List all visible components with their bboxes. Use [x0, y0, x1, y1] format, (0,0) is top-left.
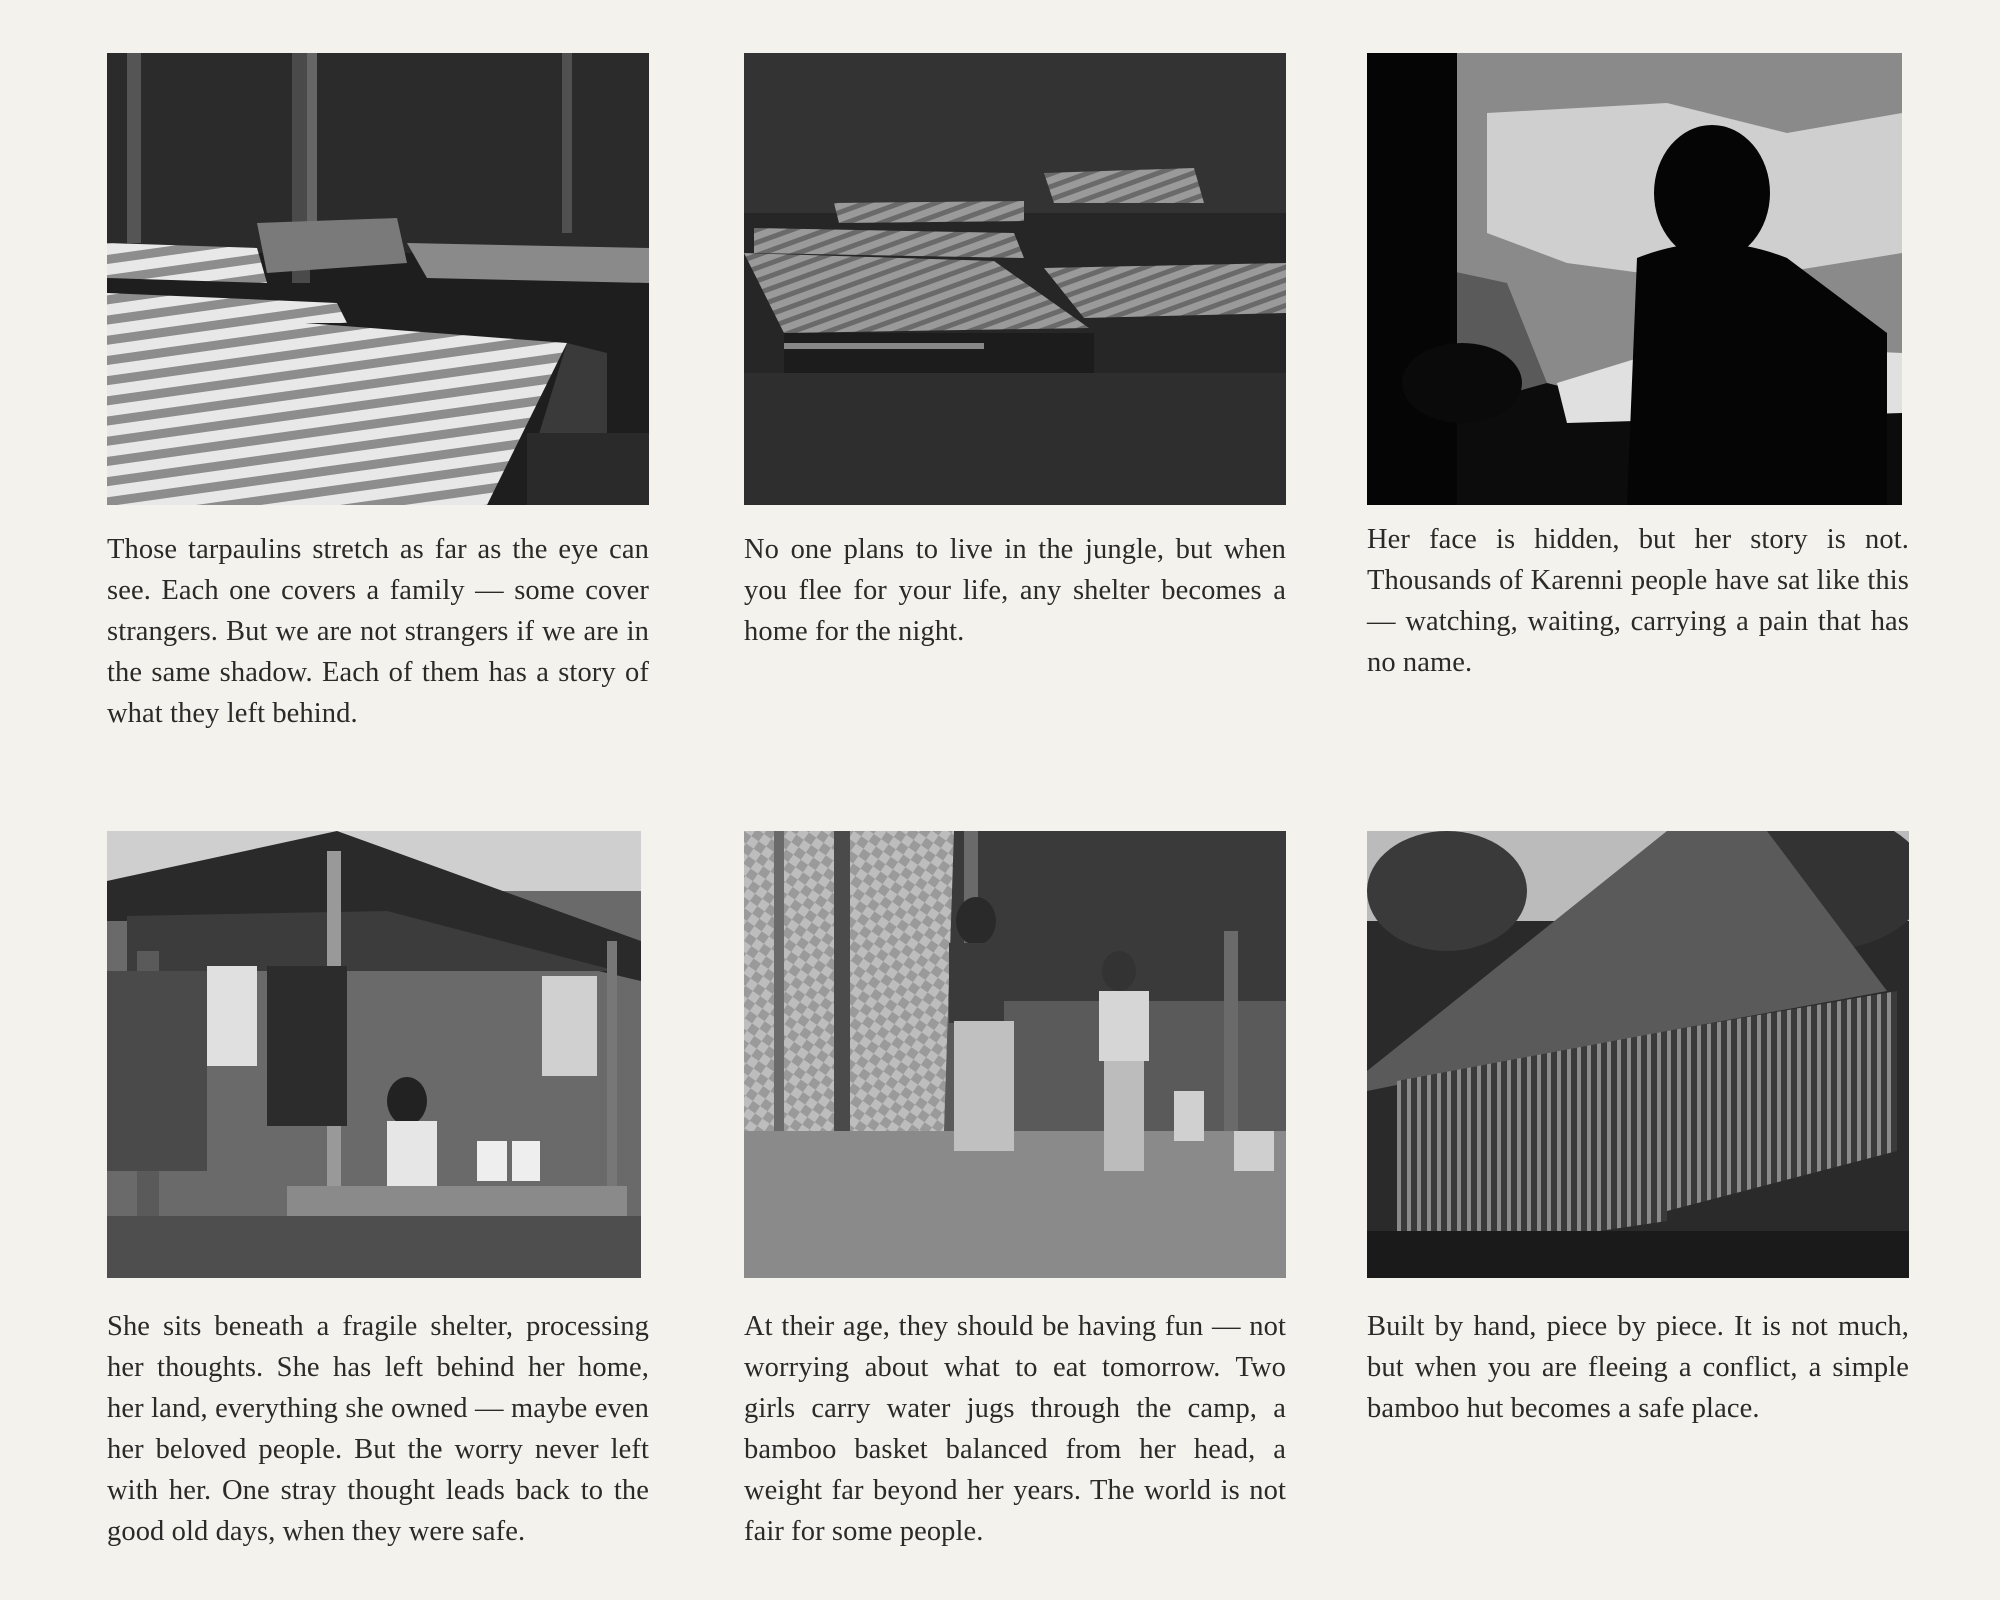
photo-caption: Those tarpaulins stretch as far as the eye can see. Each one covers a family — some cover strangers. But we are not strangers if we are in the same shadow. Each of them has a story of what they left behind. [107, 534, 649, 729]
gallery-card [1367, 53, 1909, 683]
photo-caption: She sits beneath a fragile shelter, processing her thoughts. She has left behind her home, her land, everything she owned — maybe even her beloved people. But the worry never left with her. One stray thought leads back to the good old days, when they were safe. [107, 1311, 649, 1547]
tarpaulin-camp-photo [107, 53, 649, 505]
photo-caption: Her face is hidden, but her story is not. Thousands of Karenni people have sat like this — watching, waiting, carrying a pain that has no name. [1367, 524, 1909, 678]
gallery-card [744, 831, 1286, 1552]
gallery-card [107, 831, 649, 1552]
photo-caption: No one plans to live in the jungle, but when you flee for your life, any shelter becomes a home for the night. [744, 534, 1286, 647]
girls-carrying-water-photo [744, 831, 1286, 1278]
gallery-card [744, 53, 1286, 652]
silhouette-by-river-photo [1367, 53, 1902, 505]
gallery-card [107, 53, 649, 734]
gallery-card [1367, 831, 1909, 1429]
jungle-shelters-photo [744, 53, 1286, 505]
photo-caption: At their age, they should be having fun — not worrying about what to eat tomorrow. Two girls carry water jugs through the camp, a bamboo basket balanced from her head, a weight far beyond her years. The world is not fair for some people. [744, 1311, 1286, 1547]
woman-under-shelter-photo [107, 831, 641, 1278]
photo-caption: Built by hand, piece by piece. It is not much, but when you are fleeing a conflict, a simple bamboo hut becomes a safe place. [1367, 1311, 1909, 1424]
bamboo-hut-photo [1367, 831, 1909, 1278]
